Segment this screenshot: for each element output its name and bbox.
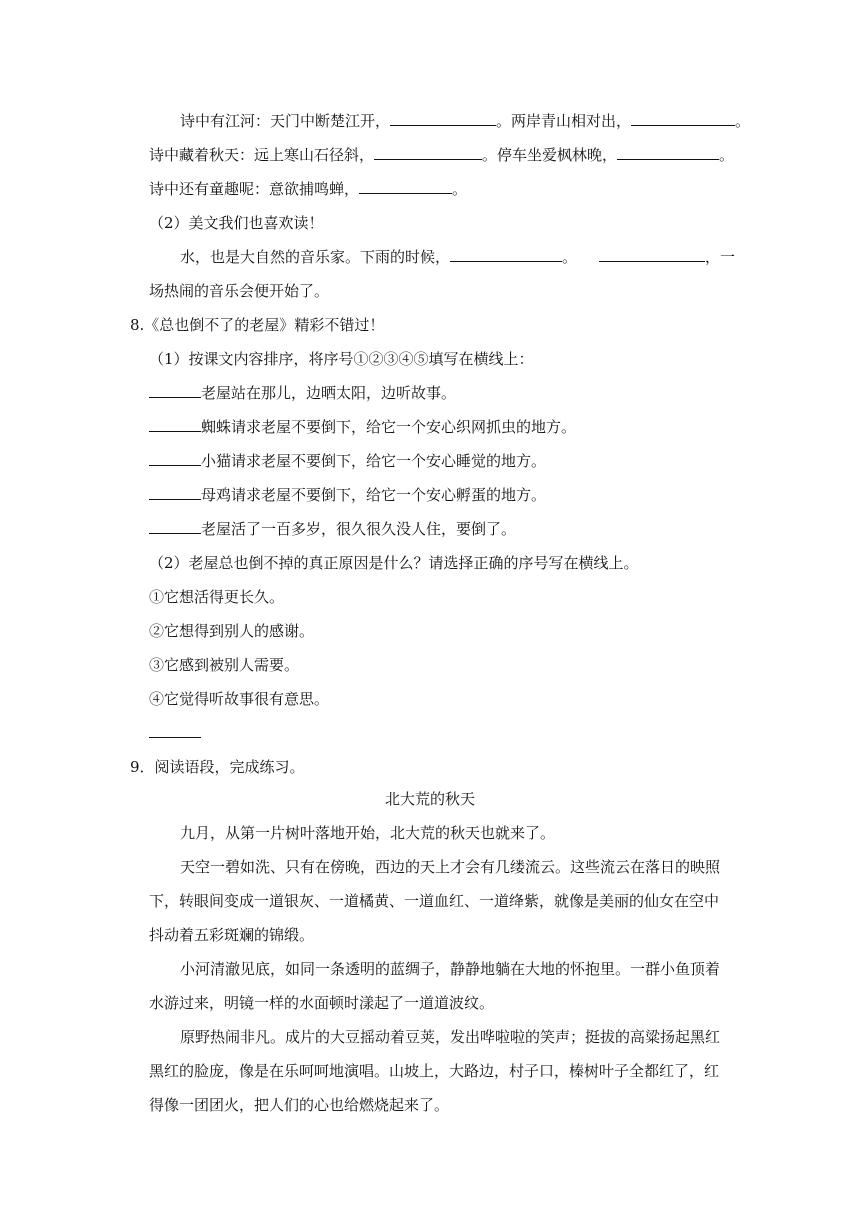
- order-item: [149, 485, 860, 505]
- order-item: [149, 519, 860, 539]
- passage-line: 水游过来，明镜一样的水面顿时漾起了一道道波纹。: [149, 994, 495, 1012]
- text: 。停车坐爱枫林晚，: [482, 146, 618, 164]
- answer-blank[interactable]: [149, 451, 201, 466]
- answer-blank[interactable]: [149, 417, 201, 432]
- text: 。: [719, 146, 735, 164]
- passage-line: 下，转眼间变成一道银灰、一道橘黄、一道血红、一道绛紫，就像是美丽的仙女在空中: [149, 892, 720, 910]
- text: 老屋站在那儿，边晒太阳，边听故事。: [201, 384, 457, 402]
- text: 。: [562, 248, 578, 266]
- passage-line: 原野热闹非凡。成片的大豆摇动着豆荚，发出哗啦啦的笑声；挺拔的高粱扬起黑红: [180, 1028, 721, 1046]
- text: 。: [452, 180, 468, 198]
- text: 。两岸青山相对出，: [496, 112, 632, 130]
- text: 母鸡请求老屋不要倒下，给它一个安心孵蛋的地方。: [201, 486, 547, 504]
- text: 老屋活了一百多岁，很久很久没人住，要倒了。: [201, 520, 517, 538]
- passage-line: 抖动着五彩斑斓的锦缎。: [149, 926, 315, 944]
- answer-blank[interactable]: [149, 519, 201, 534]
- text: 诗中还有童趣呢：意欲捕鸣蝉，: [149, 180, 360, 198]
- text: 蜘蛛请求老屋不要倒下，给它一个安心织网抓虫的地方。: [201, 418, 577, 436]
- order-item: [149, 451, 860, 471]
- question-8-part-2: （2）老屋总也倒不掉的真正原因是什么？请选择正确的序号写在横线上。: [149, 554, 639, 572]
- passage-paragraph-1: 九月，从第一片树叶落地开始，北大荒的秋天也就来了。: [180, 824, 556, 842]
- passage-line: 小河清澈见底，如同一条透明的蓝绸子，静静地躺在大地的怀抱里。一群小鱼顶着: [180, 960, 721, 978]
- question-8-part-1: （1）按课文内容排序，将序号①②③④⑤填写在横线上：: [149, 350, 534, 368]
- passage-line: 黑红的脸庞，像是在乐呵呵地演唱。山坡上，大路边，村子口，榛树叶子全都红了，红: [149, 1062, 720, 1080]
- prose-line-1: [180, 247, 860, 267]
- answer-blank[interactable]: [631, 111, 735, 126]
- choice-answer-line: [149, 723, 860, 743]
- answer-blank[interactable]: [374, 145, 482, 160]
- text: 诗中藏着秋天：远上寒山石径斜，: [149, 146, 375, 164]
- poem-line-3: [149, 179, 860, 199]
- subquestion-2-heading: （2）美文我们也喜欢读！: [149, 214, 324, 232]
- answer-blank[interactable]: [617, 145, 719, 160]
- text: ，一: [705, 248, 736, 266]
- text: 小猫请求老屋不要倒下，给它一个安心睡觉的地方。: [201, 452, 547, 470]
- answer-blank[interactable]: [149, 723, 201, 738]
- choice-4: ④它觉得听故事很有意思。: [149, 690, 330, 708]
- poem-line-1: [180, 111, 860, 131]
- passage-title: 北大荒的秋天: [384, 790, 475, 808]
- answer-blank[interactable]: [599, 247, 705, 262]
- answer-blank[interactable]: [359, 179, 452, 194]
- poem-line-2: [149, 145, 860, 165]
- question-9-title: 9．阅读语段，完成练习。: [130, 758, 305, 776]
- answer-blank[interactable]: [149, 383, 201, 398]
- text: 水，也是大自然的音乐家。下雨的时候，: [180, 248, 451, 266]
- order-item: [149, 383, 860, 403]
- passage-line: 得像一团团火，把人们的心也给燃烧起来了。: [149, 1096, 450, 1114]
- answer-blank[interactable]: [149, 485, 201, 500]
- text: 诗中有江河：天门中断楚江开，: [180, 112, 391, 130]
- order-item: [149, 417, 860, 437]
- answer-blank[interactable]: [450, 247, 562, 262]
- choice-1: ①它想活得更长久。: [149, 588, 285, 606]
- choice-2: ②它想得到别人的感谢。: [149, 622, 315, 640]
- choice-3: ③它感到被别人需要。: [149, 656, 300, 674]
- text: 。: [735, 112, 751, 130]
- question-8-title: 8.《总也倒不了的老屋》精彩不错过！: [130, 316, 385, 334]
- answer-blank[interactable]: [390, 111, 496, 126]
- passage-line: 天空一碧如洗、只有在傍晚，西边的天上才会有几缕流云。这些流云在落日的映照: [180, 858, 721, 876]
- prose-line-2: 场热闹的音乐会便开始了。: [149, 282, 330, 300]
